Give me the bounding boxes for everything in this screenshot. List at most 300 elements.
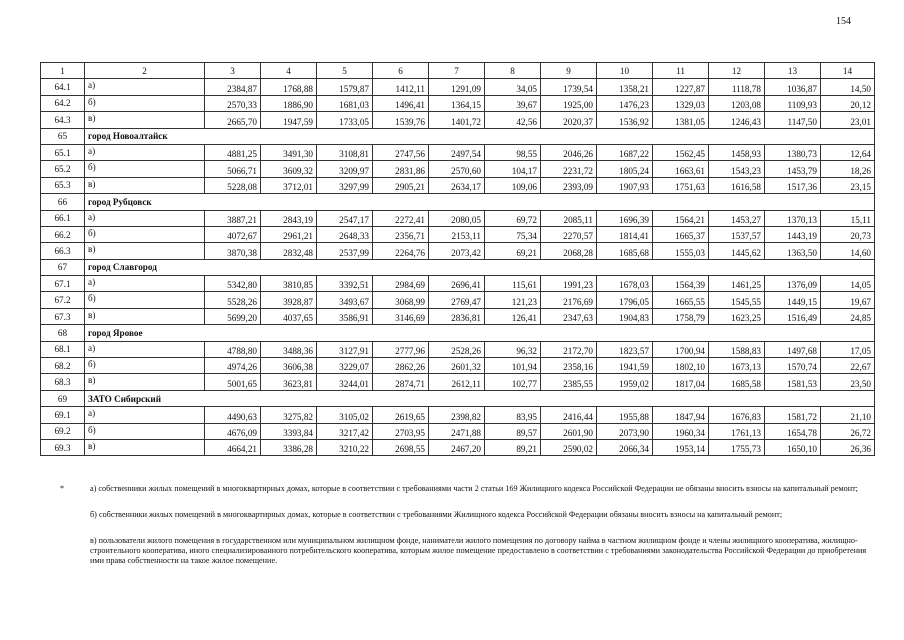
table-row: [41, 243, 875, 259]
value-cell: 14,60: [821, 243, 875, 259]
value-cell: 1947,59: [261, 112, 317, 128]
value-cell: 2384,87: [205, 79, 261, 95]
value-cell: 1376,09: [765, 276, 821, 292]
value-cell: 2272,41: [373, 210, 429, 226]
value-cell: 96,32: [485, 341, 541, 357]
value-cell: 1739,54: [541, 79, 597, 95]
value-cell: 126,41: [485, 308, 541, 324]
value-cell: 1461,25: [709, 276, 765, 292]
value-cell: 22,67: [821, 358, 875, 374]
value-cell: 21,10: [821, 407, 875, 423]
value-cell: 5228,08: [205, 177, 261, 193]
value-cell: 2153,11: [429, 226, 485, 242]
owner-category: а): [85, 407, 205, 423]
value-cell: 89,57: [485, 423, 541, 439]
value-cell: 2905,21: [373, 177, 429, 193]
value-cell: 4788,80: [205, 341, 261, 357]
footnote-c: в) пользователи жилого помещения в государственном или муниципальном жилищном фонде, наниматели жилого помещения по договору найма в частном жилищном фонде и члены жилищного кооператива, жилищно-строительного кооператива, иного специализированного потребительского кооператива, которым жилое помещение предоставлено в соответствии с требованиями законодательства Российской Федерации до приобретения ими права собственности на такое жилое помещение.: [90, 536, 867, 566]
value-cell: 2358,16: [541, 358, 597, 374]
value-cell: 1581,53: [765, 374, 821, 390]
value-cell: 2874,71: [373, 374, 429, 390]
row-code: 65.3: [41, 177, 85, 193]
owner-category: а): [85, 341, 205, 357]
column-header: 2: [85, 63, 205, 79]
value-cell: 2862,26: [373, 358, 429, 374]
value-cell: 83,95: [485, 407, 541, 423]
value-cell: 3210,22: [317, 439, 373, 455]
city-row: [41, 128, 875, 144]
column-header: 12: [709, 63, 765, 79]
value-cell: 2570,60: [429, 161, 485, 177]
value-cell: 1823,57: [597, 341, 653, 357]
value-cell: 1537,57: [709, 226, 765, 242]
value-cell: 34,05: [485, 79, 541, 95]
row-code: 65.2: [41, 161, 85, 177]
value-cell: 2528,26: [429, 341, 485, 357]
value-cell: 1363,50: [765, 243, 821, 259]
page-number: 154: [836, 16, 851, 27]
value-cell: 1449,15: [765, 292, 821, 308]
value-cell: 1665,37: [653, 226, 709, 242]
value-cell: 1700,94: [653, 341, 709, 357]
column-header: 7: [429, 63, 485, 79]
value-cell: 1227,87: [653, 79, 709, 95]
owner-category: в): [85, 374, 205, 390]
city-row: [41, 194, 875, 210]
column-header: 4: [261, 63, 317, 79]
value-cell: 18,26: [821, 161, 875, 177]
owner-category: б): [85, 292, 205, 308]
row-code: 69: [41, 390, 85, 406]
value-cell: 89,21: [485, 439, 541, 455]
column-header: 3: [205, 63, 261, 79]
value-cell: 1687,22: [597, 144, 653, 160]
value-cell: 1733,05: [317, 112, 373, 128]
value-cell: 1036,87: [765, 79, 821, 95]
value-cell: 1497,68: [765, 341, 821, 357]
column-header: 1: [41, 63, 85, 79]
row-code: 64.1: [41, 79, 85, 95]
value-cell: 4072,67: [205, 226, 261, 242]
value-cell: 3068,99: [373, 292, 429, 308]
value-cell: 23,50: [821, 374, 875, 390]
value-cell: 1663,61: [653, 161, 709, 177]
value-cell: 2347,63: [541, 308, 597, 324]
value-cell: 1539,76: [373, 112, 429, 128]
value-cell: 26,72: [821, 423, 875, 439]
value-cell: 23,01: [821, 112, 875, 128]
value-cell: 1358,21: [597, 79, 653, 95]
value-cell: 1588,83: [709, 341, 765, 357]
value-cell: 14,50: [821, 79, 875, 95]
value-cell: 1758,79: [653, 308, 709, 324]
city-row: [41, 325, 875, 341]
footnote-b: б) собственники жилых помещений в многоквартирных домах, которые в соответствии с требованиями Жилищного кодекса Российской Федерации обязаны вносить взносы на капитальный ремонт;: [90, 510, 783, 519]
value-cell: 1516,49: [765, 308, 821, 324]
value-cell: 2698,55: [373, 439, 429, 455]
column-header: 5: [317, 63, 373, 79]
value-cell: 2176,69: [541, 292, 597, 308]
value-cell: 2832,48: [261, 243, 317, 259]
value-cell: 102,77: [485, 374, 541, 390]
value-cell: 1476,23: [597, 95, 653, 111]
value-cell: 1796,05: [597, 292, 653, 308]
value-cell: 4664,21: [205, 439, 261, 455]
value-cell: 2601,90: [541, 423, 597, 439]
value-cell: 1443,19: [765, 226, 821, 242]
value-cell: 101,94: [485, 358, 541, 374]
value-cell: 23,15: [821, 177, 875, 193]
table-row: [41, 439, 875, 455]
value-cell: 4676,09: [205, 423, 261, 439]
owner-category: б): [85, 226, 205, 242]
value-cell: 3386,28: [261, 439, 317, 455]
owner-category: б): [85, 95, 205, 111]
tariff-table: [40, 62, 875, 456]
value-cell: 4881,25: [205, 144, 261, 160]
value-cell: 1543,23: [709, 161, 765, 177]
value-cell: 1364,15: [429, 95, 485, 111]
value-cell: 69,21: [485, 243, 541, 259]
value-cell: 1907,93: [597, 177, 653, 193]
value-cell: 1886,90: [261, 95, 317, 111]
value-cell: 2393,09: [541, 177, 597, 193]
value-cell: 2467,20: [429, 439, 485, 455]
value-cell: 1623,25: [709, 308, 765, 324]
table-row: [41, 112, 875, 128]
value-cell: 4974,26: [205, 358, 261, 374]
value-cell: 3887,21: [205, 210, 261, 226]
value-cell: 24,85: [821, 308, 875, 324]
table-row: [41, 226, 875, 242]
value-cell: 1370,13: [765, 210, 821, 226]
row-code: 67.2: [41, 292, 85, 308]
owner-category: б): [85, 358, 205, 374]
value-cell: 2073,90: [597, 423, 653, 439]
column-header: 13: [765, 63, 821, 79]
value-cell: 2398,82: [429, 407, 485, 423]
value-cell: 1517,36: [765, 177, 821, 193]
value-cell: 1616,58: [709, 177, 765, 193]
footnote-marker: *: [60, 484, 65, 493]
value-cell: 4037,65: [261, 308, 317, 324]
value-cell: 2831,86: [373, 161, 429, 177]
value-cell: 1246,43: [709, 112, 765, 128]
value-cell: 2703,95: [373, 423, 429, 439]
value-cell: 42,56: [485, 112, 541, 128]
value-cell: 2080,05: [429, 210, 485, 226]
value-cell: 1953,14: [653, 439, 709, 455]
column-header: 11: [653, 63, 709, 79]
value-cell: 1761,13: [709, 423, 765, 439]
value-cell: 1654,78: [765, 423, 821, 439]
value-cell: 1564,39: [653, 276, 709, 292]
value-cell: 1291,09: [429, 79, 485, 95]
owner-category: а): [85, 276, 205, 292]
value-cell: 2984,69: [373, 276, 429, 292]
column-header: 9: [541, 63, 597, 79]
city-name: город Яровое: [85, 325, 875, 341]
value-cell: 17,05: [821, 341, 875, 357]
footnote-a: а) собственники жилых помещений в многоквартирных домах, которые в соответствии с требованиями части 2 статьи 169 Жилищного кодекса Российской Федерации не обязаны вносить взносы на капитальный ремонт;: [90, 484, 858, 493]
value-cell: 98,55: [485, 144, 541, 160]
value-cell: 5699,20: [205, 308, 261, 324]
table-row: [41, 407, 875, 423]
value-cell: 115,61: [485, 276, 541, 292]
value-cell: 3105,02: [317, 407, 373, 423]
city-name: город Рубцовск: [85, 194, 875, 210]
value-cell: 3392,51: [317, 276, 373, 292]
value-cell: 2356,71: [373, 226, 429, 242]
row-code: 65: [41, 128, 85, 144]
value-cell: 1380,73: [765, 144, 821, 160]
table-row: [41, 292, 875, 308]
row-code: 66: [41, 194, 85, 210]
value-cell: 1147,50: [765, 112, 821, 128]
table-row: [41, 358, 875, 374]
value-cell: 1401,72: [429, 112, 485, 128]
value-cell: 1381,05: [653, 112, 709, 128]
value-cell: 3209,97: [317, 161, 373, 177]
value-cell: 1665,55: [653, 292, 709, 308]
owner-category: а): [85, 144, 205, 160]
value-cell: 20,73: [821, 226, 875, 242]
value-cell: 2665,70: [205, 112, 261, 128]
value-cell: 1676,83: [709, 407, 765, 423]
column-header: 8: [485, 63, 541, 79]
value-cell: 3393,84: [261, 423, 317, 439]
row-code: 69.2: [41, 423, 85, 439]
value-cell: 1685,58: [709, 374, 765, 390]
value-cell: 3623,81: [261, 374, 317, 390]
value-cell: 2471,88: [429, 423, 485, 439]
table-row: [41, 210, 875, 226]
value-cell: 19,67: [821, 292, 875, 308]
value-cell: 2416,44: [541, 407, 597, 423]
value-cell: 1109,93: [765, 95, 821, 111]
value-cell: 2619,65: [373, 407, 429, 423]
value-cell: 2696,41: [429, 276, 485, 292]
city-row: [41, 259, 875, 275]
row-code: 68.2: [41, 358, 85, 374]
owner-category: в): [85, 177, 205, 193]
value-cell: 2547,17: [317, 210, 373, 226]
value-cell: 1904,83: [597, 308, 653, 324]
column-header: 6: [373, 63, 429, 79]
value-cell: 2612,11: [429, 374, 485, 390]
row-code: 64.3: [41, 112, 85, 128]
value-cell: 1678,03: [597, 276, 653, 292]
owner-category: а): [85, 210, 205, 226]
owner-category: б): [85, 161, 205, 177]
value-cell: 2648,33: [317, 226, 373, 242]
value-cell: 4490,63: [205, 407, 261, 423]
table-row: [41, 144, 875, 160]
value-cell: 1925,00: [541, 95, 597, 111]
value-cell: 5528,26: [205, 292, 261, 308]
value-cell: 104,17: [485, 161, 541, 177]
city-name: город Славгород: [85, 259, 875, 275]
value-cell: 1955,88: [597, 407, 653, 423]
value-cell: 3146,69: [373, 308, 429, 324]
value-cell: 2385,55: [541, 374, 597, 390]
value-cell: 1412,11: [373, 79, 429, 95]
row-code: 67.1: [41, 276, 85, 292]
owner-category: в): [85, 112, 205, 128]
row-code: 69.1: [41, 407, 85, 423]
value-cell: 2497,54: [429, 144, 485, 160]
value-cell: 1805,24: [597, 161, 653, 177]
value-cell: 2601,32: [429, 358, 485, 374]
value-cell: 1445,62: [709, 243, 765, 259]
value-cell: 2264,76: [373, 243, 429, 259]
table-row: [41, 161, 875, 177]
table-row: [41, 423, 875, 439]
table-row: [41, 276, 875, 292]
table-row: [41, 341, 875, 357]
value-cell: 3297,99: [317, 177, 373, 193]
value-cell: 1650,10: [765, 439, 821, 455]
value-cell: 2836,81: [429, 308, 485, 324]
value-cell: 69,72: [485, 210, 541, 226]
value-cell: 2270,57: [541, 226, 597, 242]
owner-category: а): [85, 79, 205, 95]
value-cell: 1536,92: [597, 112, 653, 128]
city-row: [41, 390, 875, 406]
owner-category: в): [85, 439, 205, 455]
value-cell: 2085,11: [541, 210, 597, 226]
value-cell: 3606,38: [261, 358, 317, 374]
value-cell: 3217,42: [317, 423, 373, 439]
value-cell: 2590,02: [541, 439, 597, 455]
row-code: 67: [41, 259, 85, 275]
row-code: 68: [41, 325, 85, 341]
row-code: 66.2: [41, 226, 85, 242]
value-cell: 1579,87: [317, 79, 373, 95]
value-cell: 1960,34: [653, 423, 709, 439]
row-code: 66.1: [41, 210, 85, 226]
value-cell: 1681,03: [317, 95, 373, 111]
row-code: 67.3: [41, 308, 85, 324]
value-cell: 2961,21: [261, 226, 317, 242]
value-cell: 1203,08: [709, 95, 765, 111]
row-code: 65.1: [41, 144, 85, 160]
value-cell: 1564,21: [653, 210, 709, 226]
value-cell: 2747,56: [373, 144, 429, 160]
value-cell: 1673,13: [709, 358, 765, 374]
value-cell: 1458,93: [709, 144, 765, 160]
value-cell: 3928,87: [261, 292, 317, 308]
value-cell: 3712,01: [261, 177, 317, 193]
value-cell: 1817,04: [653, 374, 709, 390]
value-cell: 1991,23: [541, 276, 597, 292]
value-cell: 1941,59: [597, 358, 653, 374]
value-cell: 1555,03: [653, 243, 709, 259]
value-cell: 3870,38: [205, 243, 261, 259]
row-code: 66.3: [41, 243, 85, 259]
value-cell: 3609,32: [261, 161, 317, 177]
value-cell: 2634,17: [429, 177, 485, 193]
value-cell: 5001,65: [205, 374, 261, 390]
city-name: город Новоалтайск: [85, 128, 875, 144]
value-cell: 109,06: [485, 177, 541, 193]
value-cell: 3244,01: [317, 374, 373, 390]
value-cell: 1768,88: [261, 79, 317, 95]
value-cell: 15,11: [821, 210, 875, 226]
value-cell: 1496,41: [373, 95, 429, 111]
value-cell: 1755,73: [709, 439, 765, 455]
value-cell: 2073,42: [429, 243, 485, 259]
table-row: [41, 177, 875, 193]
column-header: 14: [821, 63, 875, 79]
value-cell: 2172,70: [541, 341, 597, 357]
value-cell: 3229,07: [317, 358, 373, 374]
row-code: 64.2: [41, 95, 85, 111]
value-cell: 121,23: [485, 292, 541, 308]
value-cell: 1802,10: [653, 358, 709, 374]
value-cell: 2570,33: [205, 95, 261, 111]
value-cell: 1570,74: [765, 358, 821, 374]
value-cell: 3493,67: [317, 292, 373, 308]
value-cell: 5342,80: [205, 276, 261, 292]
table-row: [41, 308, 875, 324]
value-cell: 3586,91: [317, 308, 373, 324]
value-cell: 2769,47: [429, 292, 485, 308]
value-cell: 14,05: [821, 276, 875, 292]
value-cell: 3108,81: [317, 144, 373, 160]
value-cell: 3810,85: [261, 276, 317, 292]
value-cell: 2537,99: [317, 243, 373, 259]
value-cell: 1696,39: [597, 210, 653, 226]
column-header: 10: [597, 63, 653, 79]
value-cell: 1581,72: [765, 407, 821, 423]
row-code: 68.3: [41, 374, 85, 390]
value-cell: 2068,28: [541, 243, 597, 259]
value-cell: 2231,72: [541, 161, 597, 177]
value-cell: 1329,03: [653, 95, 709, 111]
value-cell: 1814,41: [597, 226, 653, 242]
table-row: [41, 374, 875, 390]
value-cell: 1847,94: [653, 407, 709, 423]
owner-category: в): [85, 308, 205, 324]
value-cell: 1685,68: [597, 243, 653, 259]
value-cell: 1453,27: [709, 210, 765, 226]
value-cell: 5066,71: [205, 161, 261, 177]
value-cell: 26,36: [821, 439, 875, 455]
value-cell: 1545,55: [709, 292, 765, 308]
header-row: [41, 63, 875, 79]
value-cell: 12,64: [821, 144, 875, 160]
value-cell: 1959,02: [597, 374, 653, 390]
value-cell: 39,67: [485, 95, 541, 111]
value-cell: 20,12: [821, 95, 875, 111]
row-code: 69.3: [41, 439, 85, 455]
value-cell: 3488,36: [261, 341, 317, 357]
value-cell: 1118,78: [709, 79, 765, 95]
value-cell: 2843,19: [261, 210, 317, 226]
city-name: ЗАТО Сибирский: [85, 390, 875, 406]
owner-category: в): [85, 243, 205, 259]
value-cell: 1751,63: [653, 177, 709, 193]
value-cell: 3127,91: [317, 341, 373, 357]
value-cell: 1562,45: [653, 144, 709, 160]
table-row: [41, 95, 875, 111]
owner-category: б): [85, 423, 205, 439]
value-cell: 2777,96: [373, 341, 429, 357]
value-cell: 2046,26: [541, 144, 597, 160]
value-cell: 1453,79: [765, 161, 821, 177]
value-cell: 2020,37: [541, 112, 597, 128]
